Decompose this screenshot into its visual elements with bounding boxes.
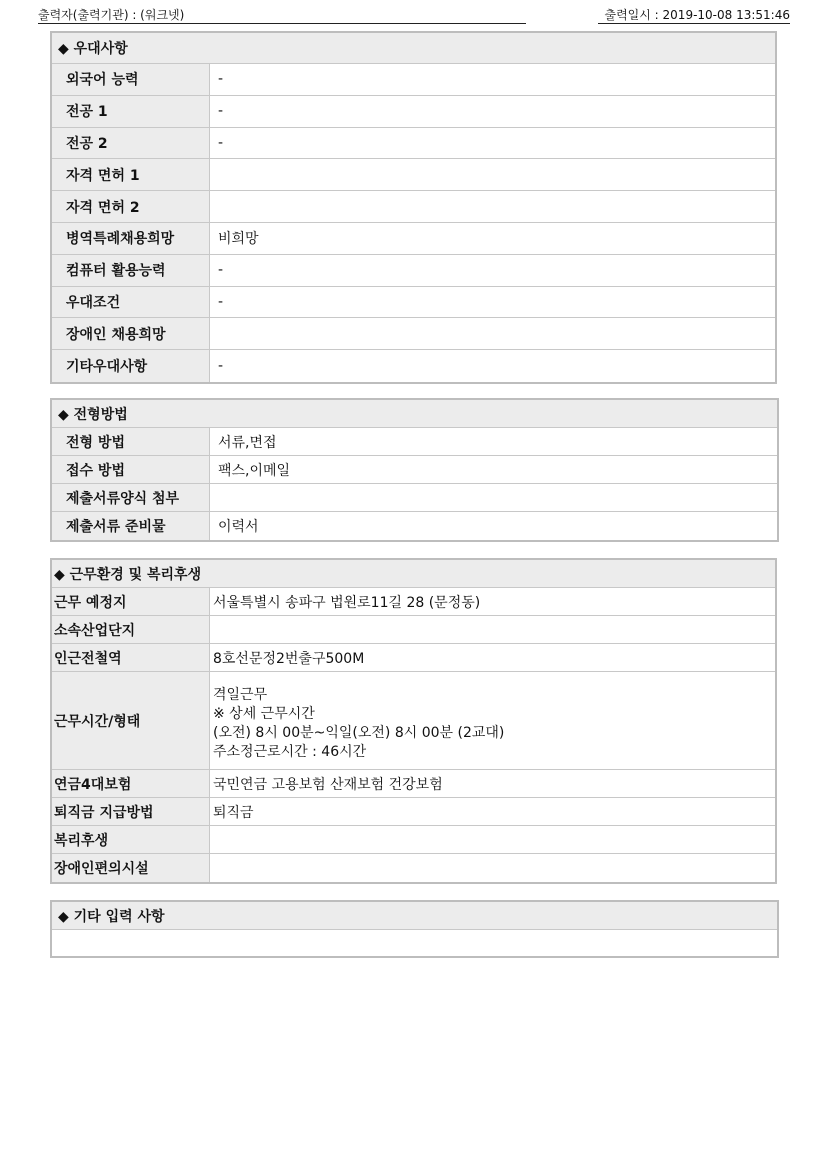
value-line: 격일근무 (213, 686, 268, 703)
table-row (52, 428, 777, 456)
row-value (210, 616, 775, 643)
environment-section (50, 558, 777, 884)
table-row (52, 350, 775, 382)
table-row (52, 191, 775, 223)
print-header-right: 출력일시 : 2019-10-08 13:51:46 (604, 8, 790, 22)
row-label: 근무시간/형태 (52, 672, 210, 769)
etc-content (52, 930, 777, 956)
row-value: 비희망 (218, 231, 259, 248)
row-value: - (218, 103, 224, 120)
row-label: 근무 예정지 (52, 588, 210, 615)
selection-table (52, 428, 777, 540)
row-value (210, 159, 775, 190)
table-row (52, 223, 775, 255)
row-label: 우대조건 (52, 287, 210, 318)
row-label: 퇴직금 지급방법 (52, 798, 210, 825)
row-value: 팩스,이메일 (218, 462, 291, 479)
table-row (52, 616, 775, 644)
table-row (52, 128, 775, 160)
table-row (52, 588, 775, 616)
section-title: ◆ 근무환경 및 복리후생 (52, 560, 775, 588)
table-row (52, 644, 775, 672)
row-label: 전공 2 (52, 128, 210, 159)
row-value: 8호선문정2번출구500M (213, 650, 365, 667)
etc-section (50, 900, 779, 958)
table-row (52, 96, 775, 128)
table-row (52, 484, 777, 512)
row-value: - (218, 134, 224, 151)
row-value: - (218, 71, 224, 88)
value-line: ※ 상세 근무시간 (213, 705, 315, 722)
table-row (52, 854, 775, 882)
header-divider-right (598, 23, 790, 24)
row-value: - (218, 358, 224, 375)
table-row (52, 770, 775, 798)
row-value: 퇴직금 (213, 804, 254, 821)
row-value (210, 826, 775, 853)
row-label: 외국어 능력 (52, 64, 210, 95)
row-value (210, 672, 775, 769)
row-value: - (218, 262, 224, 279)
row-label: 병역특례채용희망 (52, 223, 210, 254)
row-label: 제출서류 준비물 (52, 512, 210, 540)
table-row (52, 512, 777, 540)
row-label: 기타우대사항 (52, 350, 210, 382)
table-row (52, 255, 775, 287)
selection-section (50, 398, 779, 542)
row-label: 복리후생 (52, 826, 210, 853)
value-line: 주소정근로시간 : 46시간 (213, 743, 367, 760)
table-row (52, 159, 775, 191)
row-label: 장애인 채용희망 (52, 318, 210, 349)
preference-table (52, 64, 775, 382)
table-row (52, 287, 775, 319)
row-label: 제출서류양식 첨부 (52, 484, 210, 511)
row-label: 전형 방법 (52, 428, 210, 455)
row-label: 자격 면허 2 (52, 191, 210, 222)
section-title: ◆ 기타 입력 사항 (52, 902, 777, 930)
section-title: ◆ 우대사항 (52, 33, 775, 64)
table-row (52, 64, 775, 96)
row-value: 서울특별시 송파구 법원로11길 28 (문정동) (213, 594, 481, 611)
section-title: ◆ 전형방법 (52, 400, 777, 428)
row-value (210, 191, 775, 222)
value-line: (오전) 8시 00분~익일(오전) 8시 00분 (2교대) (213, 724, 505, 741)
table-row (52, 798, 775, 826)
row-label: 인근전철역 (52, 644, 210, 671)
row-label: 소속산업단지 (52, 616, 210, 643)
row-value: - (218, 293, 224, 310)
environment-table (52, 588, 775, 882)
table-row (52, 826, 775, 854)
table-row (52, 456, 777, 484)
table-row (52, 318, 775, 350)
row-label: 접수 방법 (52, 456, 210, 483)
row-value (210, 854, 775, 882)
row-value: 이력서 (218, 519, 259, 535)
row-value: 서류,면접 (218, 434, 277, 451)
preference-section (50, 31, 777, 384)
table-row (52, 672, 775, 770)
row-label: 장애인편의시설 (52, 854, 210, 882)
row-label: 전공 1 (52, 96, 210, 127)
row-value: 국민연금 고용보험 산재보험 건강보험 (213, 776, 443, 793)
row-value (210, 484, 777, 511)
row-label: 컴퓨터 활용능력 (52, 255, 210, 286)
row-value (210, 318, 775, 349)
header-divider (38, 23, 526, 24)
row-label: 연금4대보험 (52, 770, 210, 797)
print-header-left: 출력자(출력기관) : (워크넷) (38, 8, 185, 22)
row-label: 자격 면허 1 (52, 159, 210, 190)
